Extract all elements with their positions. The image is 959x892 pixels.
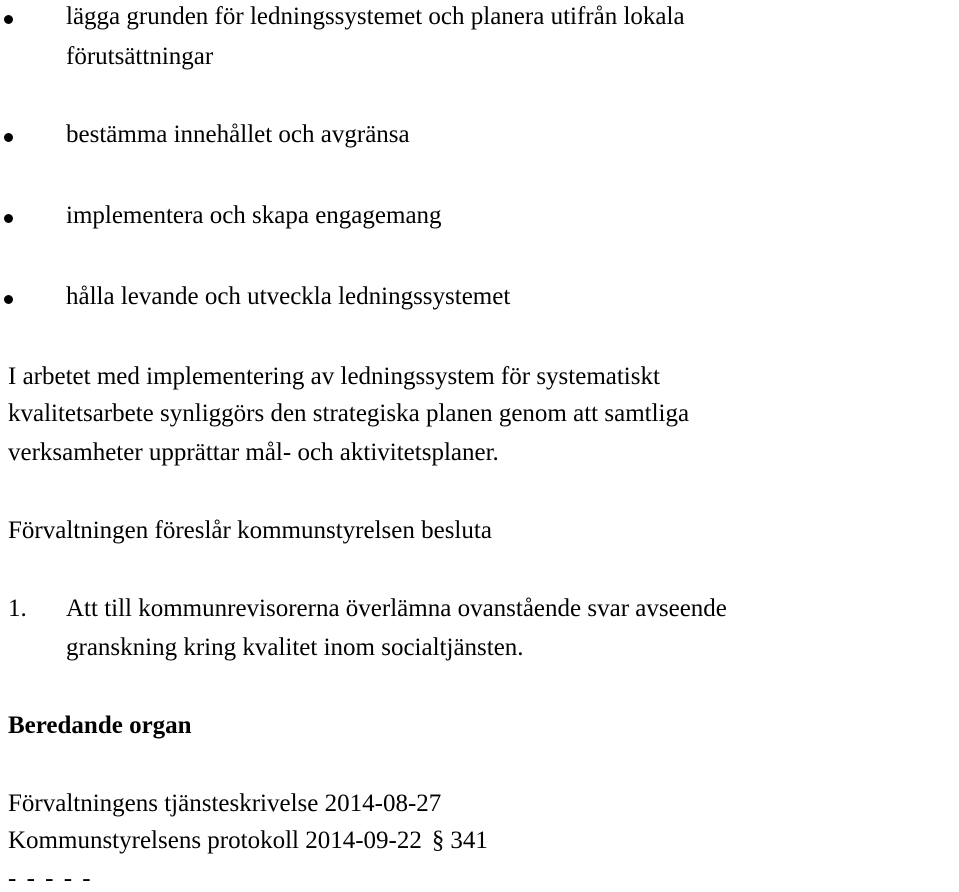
- reference-text: Kommunstyrelsens protokoll 2014-09-22: [8, 827, 422, 854]
- section-sign: §: [431, 827, 445, 854]
- bullet-icon: [4, 133, 13, 142]
- paragraph-line: I arbetet med implementering av ledningssystem för systematiskt: [8, 363, 660, 390]
- bullet-icon: [4, 295, 13, 304]
- decision-number: 1.: [8, 595, 27, 622]
- section-heading: Beredande organ: [8, 712, 192, 739]
- bullet-text-continuation: förutsättningar: [66, 43, 214, 70]
- bullet-text: hålla levande och utveckla ledningssystemet: [66, 283, 511, 310]
- bullet-text: bestämma innehållet och avgränsa: [66, 121, 410, 148]
- bullet-icon: [4, 15, 13, 24]
- paragraph-line: kvalitetsarbete synliggörs den strategiska planen genom att samtliga: [8, 400, 690, 427]
- separator-dashes: - - - - -: [8, 865, 93, 892]
- reference-number: 341: [450, 827, 488, 854]
- bullet-text: lägga grunden för ledningssystemet och planera utifrån lokala: [66, 3, 685, 30]
- decision-text: Att till kommunrevisorerna överlämna ovanstående svar avseende: [66, 595, 727, 622]
- proposal-intro: Förvaltningen föreslår kommunstyrelsen besluta: [8, 517, 492, 544]
- bullet-text: implementera och skapa engagemang: [66, 202, 442, 229]
- reference-line: Förvaltningens tjänsteskrivelse 2014-08-27: [8, 790, 442, 817]
- decision-text-continuation: granskning kring kvalitet inom socialtjänsten.: [66, 634, 524, 661]
- paragraph-line: verksamheter upprättar mål- och aktivitetsplaner.: [8, 439, 499, 466]
- bullet-icon: [4, 214, 13, 223]
- reference-line: [8, 828, 488, 853]
